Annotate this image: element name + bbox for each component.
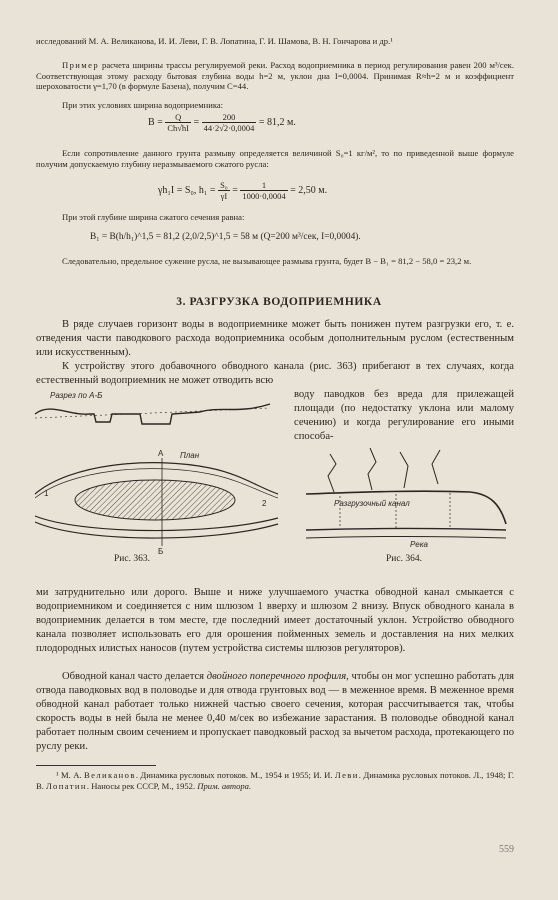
- formula2-result: = 2,50 м.: [290, 184, 328, 196]
- footnote-part-c: . Динамика русловых потоков. Л., 1948; Г. В.: [36, 770, 515, 791]
- formula1-lhs: B =: [148, 116, 163, 128]
- footnote-author-3: Лопатин: [46, 780, 87, 791]
- page-number: 559: [499, 844, 514, 855]
- fig363-caption: Рис. 363.: [114, 554, 150, 564]
- fig364-river-label: Река: [410, 540, 428, 549]
- fig363-label-b: Б: [158, 547, 164, 556]
- fig364-caption: Рис. 364.: [386, 554, 422, 564]
- formula2-fraction-a: [218, 180, 230, 201]
- formula2-lhs: γh₁I = S₀, h₁ =: [158, 184, 216, 196]
- conditions-text: При этих условиях ширина водоприемника:: [62, 100, 224, 110]
- footnote-part-b: . Динамика русловых потоков. М., 1954 и 1955; И. И.: [135, 770, 335, 780]
- fig364-canal-label: Разгрузочный канал: [334, 499, 410, 508]
- formula1-num-a: Q: [165, 112, 191, 123]
- paragraph-3-rest: чтобы он мог успешно работать для отвода паводковых вод в половодье и для отвода грунтовых вод — в меженное время. В меженное время обводной канал работает только нижней частью своего сечения, которая рассчитывается так, чтобы скорость воды в ней была не менее 0,40 м/сек во избежание зарастания. В половодье обводной канал работает полным своим сечением и пропускает паводковый расход за вычетом расхода, протекающего по руслу реки.: [36, 671, 514, 752]
- formula1-fraction-b: [202, 112, 257, 133]
- example-text: расчета ширины трассы регулируемой реки. Расход водоприемника в период регулирования равен 200 м³/сек. Соответствующая этому расходу бытовая глубина воды h=2 м, уклон дна I=0,0004. Принимая R≈h=2 м и коэффициент шероховатости γ=1,70 (в формуле Базена), получим C=44.: [36, 60, 514, 92]
- fig364-river-line: [306, 529, 506, 531]
- paragraph-3-emphasis: двойного поперечного профиля,: [206, 671, 349, 682]
- formula2-den-a: γI: [220, 191, 228, 201]
- formula1-den-b: 44·2√2·0,0004: [203, 123, 255, 133]
- fig363-label-2: 2: [262, 499, 267, 508]
- formula1-den-a: Ch√hI: [167, 123, 189, 133]
- conclusion-text: Следовательно, предельное сужение русла, не вызывающее размыва грунта, будет B − B₁ = 81,2 − 58,0 = 23,2 м.: [62, 256, 472, 266]
- footnote-divider: [36, 765, 156, 766]
- formula1-fraction-a: [165, 112, 191, 133]
- formula1-num-b: 200: [202, 112, 257, 123]
- formula2-fraction-b: [240, 180, 287, 201]
- paragraph-3-start: Обводной канал часто делается: [62, 671, 207, 682]
- fig363-plan-label: План: [180, 451, 200, 460]
- paragraph-3: [36, 670, 514, 754]
- formula2-num-a: S₀: [220, 180, 228, 190]
- formula2-num-b: 1: [240, 180, 287, 191]
- footnote: [36, 770, 514, 791]
- paragraph-2: К устройству этого добавочного обводного канала (рис. 363) прибегают в тех случаях, когда естественный водоприемник не может отводить всю: [36, 361, 514, 386]
- footnote-part-a: ¹ М. А.: [56, 770, 84, 780]
- fig363-label-a: А: [158, 449, 164, 458]
- fig363-improved-area: [75, 480, 235, 520]
- formula1-result: = 81,2 м.: [258, 116, 296, 128]
- footnote-author-2: Леви: [334, 770, 359, 780]
- footnote-part-d: . Наносы рек СССР, М., 1952.: [86, 780, 198, 791]
- formula2-den-b: 1000·0,0004: [242, 191, 286, 201]
- fig363-section-label: Разрез по А-Б: [50, 391, 103, 400]
- fig363-label-1: 1: [44, 489, 49, 498]
- formula-depth: γh₁I = S₀, h₁ = $\frac{\text{S₀}}{\gamma I}$ = $\frac{1}{1000\cdot 0,0004}$ = 2,50 м.: [158, 180, 328, 201]
- figure-364: [300, 444, 514, 552]
- fig363-plan-view: [35, 449, 278, 556]
- figure-363: [30, 384, 282, 564]
- paragraph-1: В ряде случаев горизонт воды в водоприемнике может быть понижен путем разгрузки его, т. е. отведения части паводкового расхода водоприемника особым дополнительным руслом (естественным или искусственным).: [36, 319, 514, 358]
- resistance-text: Если сопротивление данного грунта размыву определяется величиной S₀=1 кг/м², то по приведенной выше формуле получим допускаемую глубину неразмываемого сжатого русла:: [36, 148, 514, 169]
- formula-compressed-width: B₁ = B(h/h₁)^1,5 = 81,2 (2,0/2,5)^1,5 = 58 м (Q=200 м³/сек, I=0,0004).: [90, 232, 361, 242]
- intro-text: исследований М. А. Великанова, И. И. Леви, Г. В. Лопатина, Г. И. Шамова, В. Н. Гончарова и др.¹: [36, 36, 393, 46]
- fig364-tributaries: [328, 448, 440, 492]
- paragraph-2-continued: ми затруднительно или дорого. Выше и ниже улучшаемого участка обводной канал смыкается с водоприемником и соединяется с ним шлюзом 1 вверху и шлюзом 2 внизу. Впуск обводного канала в водоприемник делается в том месте, где последний имеет достаточный уклон. Устройство обводного канала позволяет использовать его для орошения пойменных земель и доставления на них мелких плодородных илистых наносов (путем устройства системы шлюзов регуляторов).: [36, 587, 514, 654]
- footnote-author-1: Великанов: [83, 770, 136, 780]
- example-label: Пример: [62, 60, 100, 70]
- paragraph-2-side: воду паводков без вреда для прилежащей площади (по недостатку уклона или малому сечению) и когда регулирование его иными способа-: [294, 389, 514, 442]
- fig363-section-view: [35, 391, 270, 424]
- example-paragraph: [36, 60, 514, 92]
- formula-width: B = $\frac{Q}{Ch√hI}$ = $\frac{200}{44\cdot 2√2\cdot 0,0004}$ = 81,2 м.: [148, 112, 296, 133]
- footnote-note: Прим. автора.: [197, 780, 252, 791]
- depth-text: При этой глубине ширина сжатого сечения равна:: [62, 212, 245, 222]
- section-title: 3. РАЗГРУЗКА ВОДОПРИЕМНИКА: [176, 296, 382, 308]
